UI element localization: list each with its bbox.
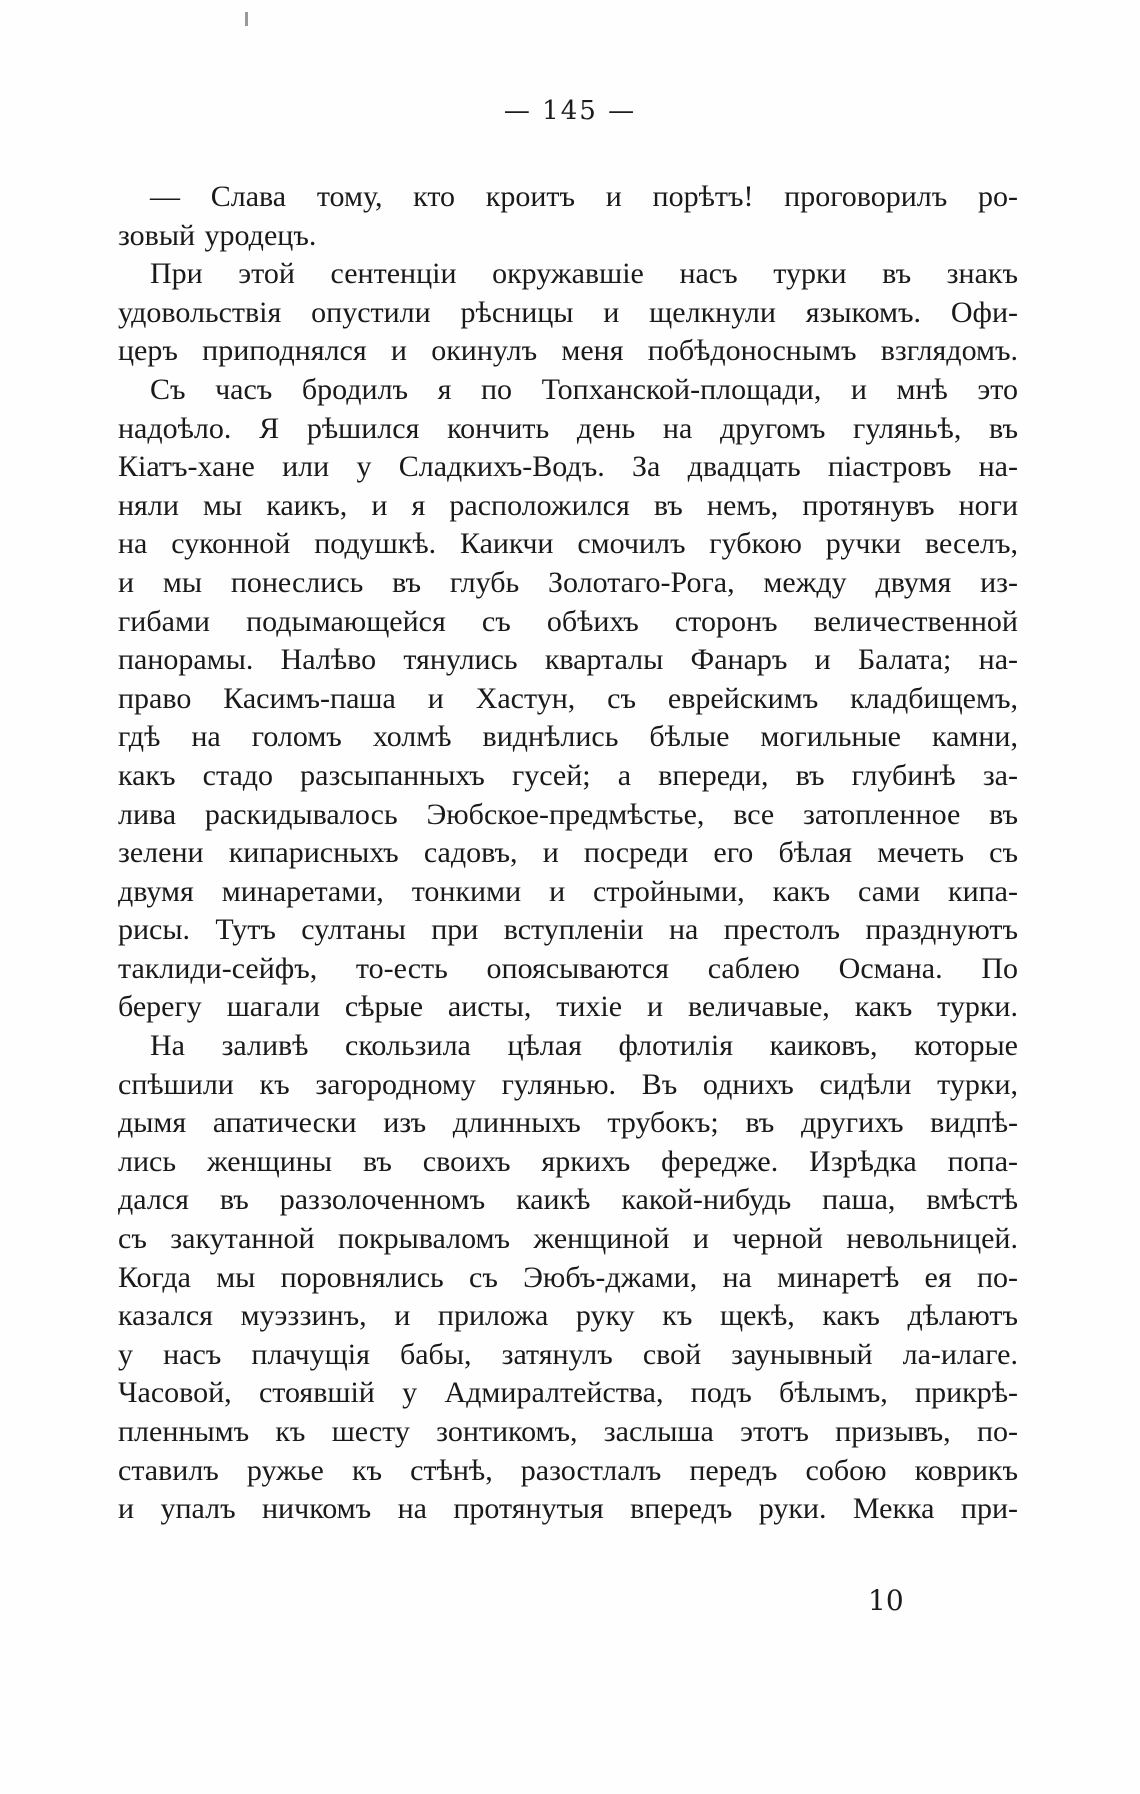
text-line: таклиди-сейфъ, то-есть опоясываются саблею Османа. По	[118, 951, 1018, 985]
paragraph-1	[118, 178, 1018, 255]
text-line: и упалъ ничкомъ на протянутыя впередъ руки. Мекка при-	[118, 1492, 1018, 1526]
body-text	[118, 178, 1018, 1529]
print-mark	[245, 12, 248, 26]
text-line: зелени кипарисныхъ садовъ, и посреди его бѣлая мечеть съ	[118, 836, 1018, 870]
text-line: панорамы. Налѣво тянулись кварталы Фанаръ и Балата; на-	[118, 643, 1018, 677]
text-line: При этой сентенціи окружавшіе насъ турки въ знакъ	[150, 257, 1018, 291]
text-line: ставилъ ружье къ стѣнѣ, разостлалъ передъ собою коврикъ	[118, 1453, 1018, 1487]
text-line: пленнымъ къ шесту зонтикомъ, заслыша этотъ призывъ, по-	[118, 1415, 1018, 1448]
paragraph-3	[118, 371, 1018, 1027]
text-line: лись женщины въ своихъ яркихъ фередже. Изрѣдка попа-	[118, 1144, 1018, 1178]
text-line: Кіатъ-хане или у Сладкихъ-Водъ. За двадцать піастровъ на-	[118, 450, 1018, 484]
page-number: — 145 —	[503, 96, 637, 126]
paragraph-2	[118, 255, 1018, 371]
text-line: Когда мы поровнялись съ Эюбъ-джами, на минаретѣ ея по-	[118, 1260, 1018, 1294]
text-line: дался въ раззолоченномъ каикѣ какой-нибудь паша, вмѣстѣ	[118, 1183, 1018, 1217]
text-line: рисы. Тутъ султаны при вступленіи на престолъ празднуютъ	[118, 913, 1018, 947]
text-line: удовольствія опустили рѣсницы и щелкнули языкомъ. Офи-	[118, 295, 1018, 329]
text-line: лива раскидывалось Эюбское-предмѣстье, все затопленное въ	[118, 797, 1018, 831]
text-line: надоѣло. Я рѣшился кончить день на другомъ гуляньѣ, въ	[118, 411, 1018, 445]
text-line: зовый уродецъ.	[118, 218, 317, 252]
text-line: церъ приподнялся и окинулъ меня побѣдоноснымъ взглядомъ.	[118, 334, 1018, 368]
text-line: какъ стадо разсыпанныхъ гусей; а впереди, въ глубинѣ за-	[118, 758, 1018, 792]
text-line: няли мы каикъ, и я расположился въ немъ, протянувъ ноги	[118, 488, 1018, 522]
text-line: берегу шагали сѣрые аисты, тихіе и величавые, какъ турки.	[118, 990, 1018, 1024]
text-line: казался муэззинъ, и приложа руку къ щекѣ, какъ дѣлаютъ	[118, 1299, 1018, 1333]
text-line: На заливѣ скользила цѣлая флотилія каиковъ, которые	[150, 1029, 1018, 1063]
text-line: у насъ плачущія бабы, затянулъ свой заунывный ла-илаге.	[118, 1337, 1018, 1371]
text-line: двумя минаретами, тонкими и стройными, какъ сами кипа-	[118, 874, 1018, 908]
text-line: и мы понеслись въ глубь Золотаго-Рога, между двумя из-	[118, 565, 1018, 599]
text-line: съ закутанной покрываломъ женщиной и черной невольницей.	[118, 1222, 1018, 1256]
signature-number: 10	[868, 1584, 904, 1617]
text-line: — Слава тому, кто кроитъ и порѣтъ! проговорилъ ро-	[150, 180, 1018, 213]
text-line: Часовой, стоявшій у Адмиралтейства, подъ бѣлымъ, прикрѣ-	[118, 1376, 1018, 1410]
text-line: гибами подымающейся съ обѣихъ сторонъ величественной	[118, 604, 1018, 638]
text-line: гдѣ на голомъ холмѣ виднѣлись бѣлые могильные камни,	[118, 720, 1018, 754]
text-line: Съ часъ бродилъ я по Топханской-площади, и мнѣ это	[150, 372, 1018, 406]
paragraph-4	[118, 1027, 1018, 1529]
text-line: на суконной подушкѣ. Каикчи смочилъ губкою ручки веселъ,	[118, 527, 1018, 561]
text-line: дымя апатически изъ длинныхъ трубокъ; въ другихъ видпѣ-	[118, 1106, 1018, 1140]
text-line: спѣшили къ загородному гулянью. Въ однихъ сидѣли турки,	[118, 1067, 1018, 1101]
text-line: право Касимъ-паша и Хастун, съ еврейскимъ кладбищемъ,	[118, 681, 1018, 715]
